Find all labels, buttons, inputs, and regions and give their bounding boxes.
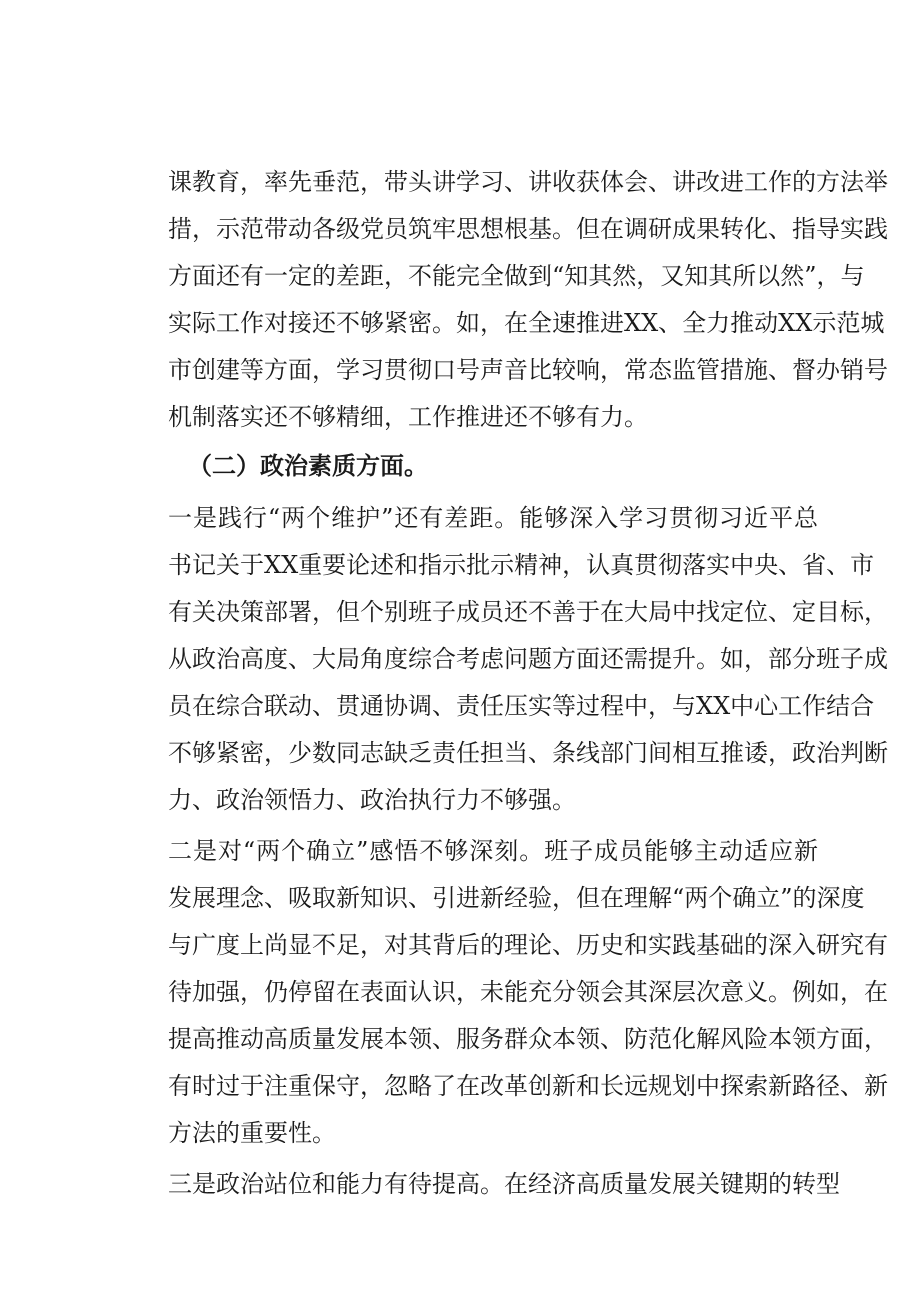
paragraph-2-line-6: 不够紧密，少数同志缺乏责任担当、条线部门间相互推诿，政治判断 xyxy=(168,739,888,767)
paragraph-3-line-7: 方法的重要性。 xyxy=(168,1119,336,1147)
paragraph-4-line-1 xyxy=(168,1161,840,1207)
paragraph-2-line-1-text: 一是践行“两个维护”还有差距。能够深入学习贯彻习近平总 xyxy=(168,504,818,532)
paragraph-2-line-5: 员在综合联动、贯通协调、责任压实等过程中，与XX中心工作结合 xyxy=(168,692,875,720)
paragraph-1-line-3: 方面还有一定的差距，不能完全做到“知其然，又知其所以然”，与 xyxy=(168,262,865,290)
paragraph-3-line-4: 待加强，仍停留在表面认识，未能充分领会其深层次意义。例如，在 xyxy=(168,978,888,1006)
section-heading: （二）政治素质方面。 xyxy=(188,452,428,480)
paragraph-2-line-7: 力、政治领悟力、政治执行力不够强。 xyxy=(168,786,576,814)
paragraph-2-line-3: 有关决策部署，但个别班子成员还不善于在大局中找定位、定目标， xyxy=(168,598,888,626)
paragraph-1-line-1: 课教育，率先垂范，带头讲学习、讲收获体会、讲改进工作的方法举 xyxy=(168,168,888,196)
paragraph-2-line-2: 书记关于XX重要论述和指示批示精神，认真贯彻落实中央、省、市 xyxy=(168,551,875,579)
paragraph-1-line-6: 机制落实还不够精细，工作推进还不够有力。 xyxy=(168,403,648,431)
paragraph-3-line-6: 有时过于注重保守，忽略了在改革创新和长远规划中探索新路径、新 xyxy=(168,1072,888,1100)
paragraph-3-line-3: 与广度上尚显不足，对其背后的理论、历史和实践基础的深入研究有 xyxy=(168,931,888,959)
paragraph-3-line-2: 发展理念、吸取新知识、引进新经验，但在理解“两个确立”的深度 xyxy=(168,884,865,912)
paragraph-4-line-1-text: 三是政治站位和能力有待提高。在经济高质量发展关键期的转型 xyxy=(168,1170,840,1198)
paragraph-3-line-1 xyxy=(168,828,818,874)
paragraph-2-line-1 xyxy=(168,495,818,541)
paragraph-1-line-2: 措，示范带动各级党员筑牢思想根基。但在调研成果转化、指导实践 xyxy=(168,215,888,243)
paragraph-1-line-5: 市创建等方面，学习贯彻口号声音比较响，常态监管措施、督办销号 xyxy=(168,356,888,384)
paragraph-1-line-4: 实际工作对接还不够紧密。如，在全速推进XX、全力推动XX示范城 xyxy=(168,309,885,337)
paragraph-3-line-1-text: 二是对“两个确立”感悟不够深刻。班子成员能够主动适应新 xyxy=(168,837,818,865)
paragraph-3-line-5: 提高推动高质量发展本领、服务群众本领、防范化解风险本领方面， xyxy=(168,1025,888,1053)
paragraph-2-line-4: 从政治高度、大局角度综合考虑问题方面还需提升。如，部分班子成 xyxy=(168,645,888,673)
